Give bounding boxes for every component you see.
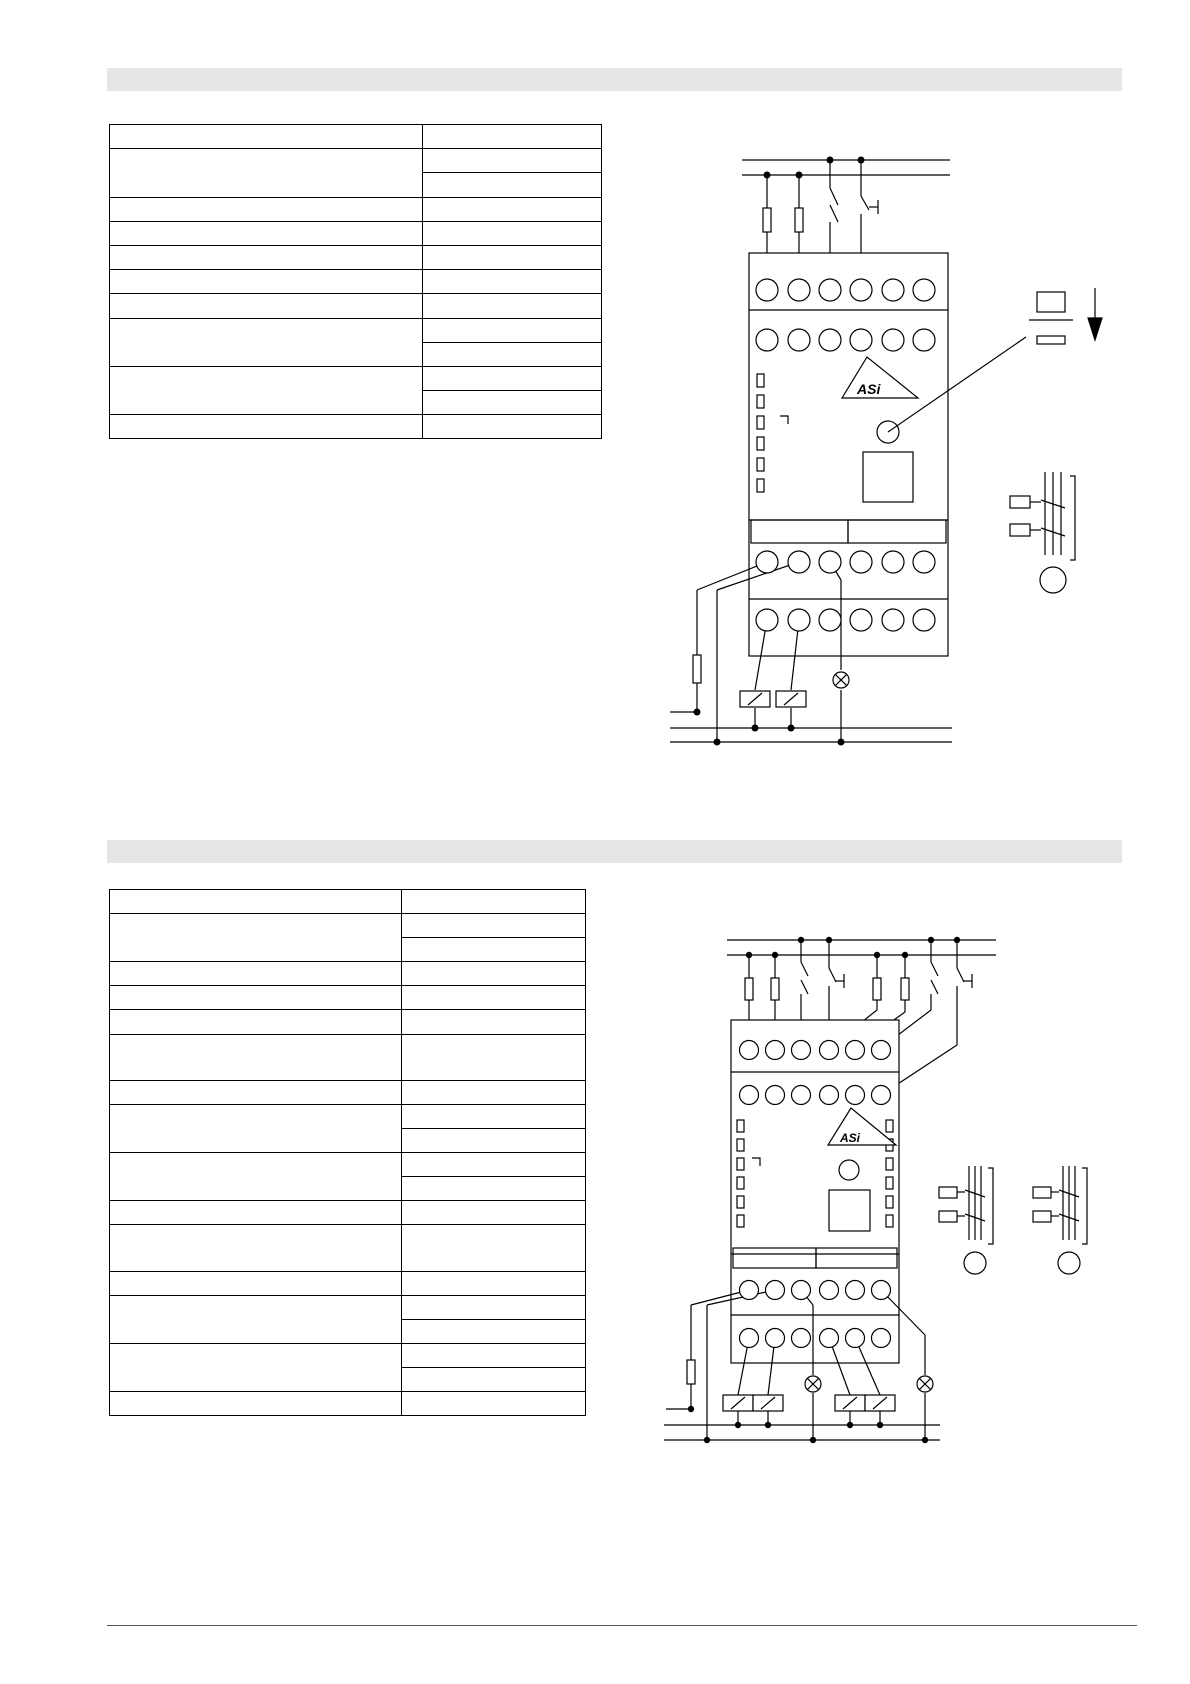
terminal-screw	[846, 1281, 865, 1300]
asi-logo-text-1: ASi	[857, 381, 881, 397]
terminal-screw	[792, 1329, 811, 1348]
terminal-screw	[819, 279, 841, 301]
terminal-screw	[788, 609, 810, 631]
terminal-screw	[766, 1086, 785, 1105]
terminal-screw	[740, 1041, 759, 1060]
terminal-screw	[820, 1281, 839, 1300]
terminal-screw	[766, 1281, 785, 1300]
terminal-screw	[882, 551, 904, 573]
wiring-diagram-1	[670, 160, 1102, 742]
terminal-screw	[913, 609, 935, 631]
terminal-screw	[850, 279, 872, 301]
terminal-screw	[872, 1329, 891, 1348]
terminal-screw	[756, 329, 778, 351]
terminal-screw	[766, 1041, 785, 1060]
terminal-screw	[756, 279, 778, 301]
wiring-diagram-2	[664, 940, 1087, 1440]
terminal-screw	[819, 609, 841, 631]
terminal-screw	[756, 551, 778, 573]
footer-rule	[107, 1625, 1137, 1626]
terminal-screw	[872, 1086, 891, 1105]
terminal-screw	[820, 1041, 839, 1060]
terminal-screw	[819, 329, 841, 351]
terminal-screw	[846, 1041, 865, 1060]
terminal-screw	[756, 609, 778, 631]
terminal-screw	[872, 1281, 891, 1300]
terminal-screw	[882, 609, 904, 631]
terminal-screw	[819, 551, 841, 573]
terminal-screw	[788, 279, 810, 301]
terminal-screw	[850, 609, 872, 631]
terminal-screw	[846, 1329, 865, 1348]
terminal-screw	[882, 329, 904, 351]
terminal-screw	[846, 1086, 865, 1105]
terminal-screw	[882, 279, 904, 301]
terminal-screw	[820, 1086, 839, 1105]
terminal-screw	[792, 1041, 811, 1060]
terminal-screw	[913, 551, 935, 573]
terminal-screw	[872, 1041, 891, 1060]
terminal-screw	[788, 329, 810, 351]
terminal-screw	[792, 1281, 811, 1300]
terminal-screw	[792, 1086, 811, 1105]
terminal-screw	[740, 1329, 759, 1348]
terminal-screw	[788, 551, 810, 573]
terminal-screw	[820, 1329, 839, 1348]
terminal-screw	[740, 1281, 759, 1300]
terminal-screw	[850, 551, 872, 573]
terminal-screw	[740, 1086, 759, 1105]
terminal-screw	[850, 329, 872, 351]
terminal-screw	[913, 329, 935, 351]
terminal-screw	[766, 1329, 785, 1348]
terminal-screw	[913, 279, 935, 301]
asi-logo-text-2: ASi	[840, 1131, 861, 1145]
